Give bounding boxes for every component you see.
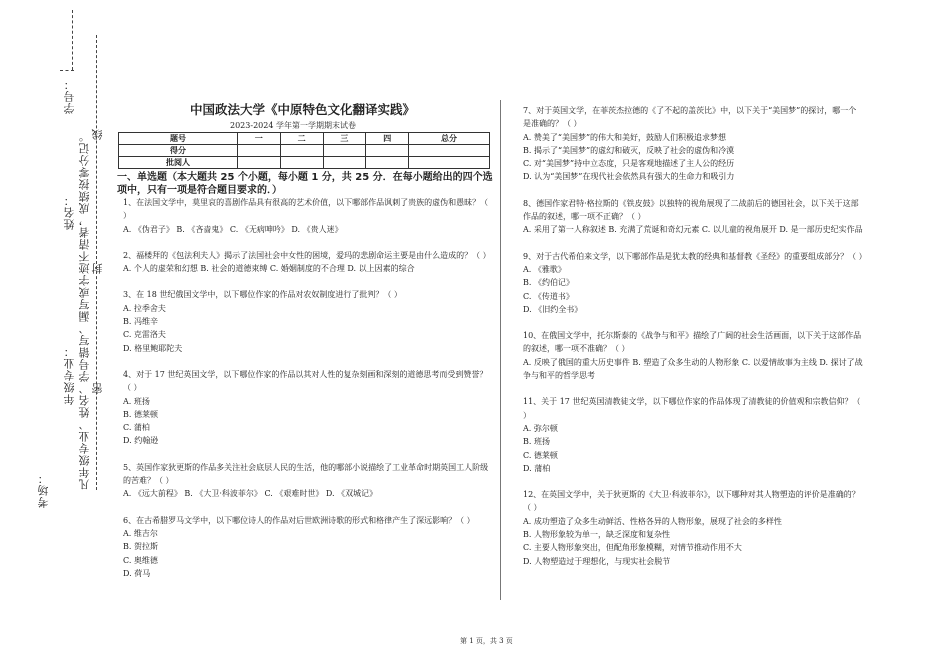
option: C. 德莱顿 bbox=[523, 450, 558, 460]
seal-line-upper bbox=[72, 10, 73, 70]
binding-notice: 凡年级专业、姓名、学号错写、漏写或字迹不清者，成绩按零分记。 bbox=[78, 130, 91, 490]
option: D. 人物塑造过于理想化，与现实社会脱节 bbox=[523, 556, 671, 566]
question-12 bbox=[523, 488, 863, 568]
score-row-label: 得分 bbox=[119, 145, 238, 157]
option: C. 主要人物形象突出，但配角形象模糊，对情节推动作用不大 bbox=[523, 543, 742, 553]
option: B. 德莱顿 bbox=[123, 409, 158, 419]
score-header-cell: 三 bbox=[323, 133, 366, 145]
question-stem: 2、福楼拜的《包法利夫人》揭示了法国社会中女性的困境，爱玛的悲剧命运主要是由什么造成的？（ ） bbox=[123, 250, 491, 260]
option: D. 约翰逊 bbox=[123, 436, 159, 446]
question-stem: 12、在英国文学中，关于狄更斯的《大卫·科波菲尔》，以下哪种对其人物塑造的评价是准确的？（ ） bbox=[523, 490, 860, 513]
score-table-header-row bbox=[119, 133, 490, 145]
option: D. 《旧约全书》 bbox=[523, 304, 583, 314]
question-10 bbox=[523, 329, 863, 382]
right-column bbox=[523, 104, 867, 581]
question-9 bbox=[523, 250, 867, 316]
option: A. 弥尔顿 bbox=[523, 423, 558, 433]
score-header-cell: 四 bbox=[366, 133, 409, 145]
option: B. 班扬 bbox=[523, 437, 550, 447]
column-divider bbox=[500, 100, 501, 600]
question-stem: 4、对于 17 世纪英国文学，以下哪位作家的作品以其对人性的复杂刻画和深刻的道德思考而受到赞誉？（ ） bbox=[123, 369, 488, 393]
question-stem: 5、英国作家狄更斯的作品多关注社会底层人民的生活，他的哪部小说描绘了工业革命时期英国工人阶级的苦难？（ ） bbox=[123, 462, 489, 486]
option: C. 克雷洛夫 bbox=[123, 330, 166, 340]
question-5 bbox=[123, 461, 491, 501]
grader-row bbox=[119, 157, 490, 169]
option: A. 成功塑造了众多生动鲜活、性格各异的人物形象，展现了社会的多样性 bbox=[523, 516, 782, 526]
name-label: 姓名： bbox=[63, 194, 76, 230]
question-options: A. 采用了第一人称叙述 B. 充满了荒诞和奇幻元素 C. 以儿童的视角展开 D. 是一部历史纪实作品 bbox=[523, 225, 863, 235]
left-column bbox=[123, 196, 491, 593]
grader-row-label: 批阅人 bbox=[119, 157, 238, 169]
option: C. 《传道书》 bbox=[523, 291, 574, 301]
option: A. 赞美了“美国梦”的伟大和美好，鼓励人们积极追求梦想 bbox=[523, 132, 727, 142]
question-7 bbox=[523, 104, 863, 184]
question-8 bbox=[523, 197, 863, 237]
grader-cell bbox=[280, 157, 323, 169]
option: D. 蒲柏 bbox=[523, 463, 551, 473]
question-options: A. 《伪君子》 B. 《吝啬鬼》 C. 《无病呻吟》 D. 《贵人迷》 bbox=[123, 224, 343, 234]
grader-cell bbox=[409, 157, 490, 169]
question-stem: 10、在俄国文学中，托尔斯泰的《战争与和平》描绘了广阔的社会生活画面，以下关于这部作品的叙述，哪一项不准确？（ ） bbox=[523, 331, 862, 354]
question-stem: 3、在 18 世纪俄国文学中，以下哪位作家的作品对农奴制度进行了批判？（ ） bbox=[123, 290, 402, 300]
seal-mark-xian: 线 bbox=[91, 128, 104, 140]
question-11 bbox=[523, 395, 863, 475]
cut-line bbox=[96, 35, 97, 490]
option: B. 冯维辛 bbox=[123, 317, 158, 327]
option: B. 揭示了“美国梦”的虚幻和破灭，反映了社会的虚伪和冷漠 bbox=[523, 145, 735, 155]
option: B. 人物形象较为单一，缺乏深度和复杂性 bbox=[523, 530, 670, 540]
question-stem: 9、对于古代希伯来文学，以下哪部作品是犹太教的经典和基督教《圣经》的重要组成部分？（ ） bbox=[523, 251, 867, 261]
grader-cell bbox=[237, 157, 280, 169]
score-table bbox=[118, 132, 490, 169]
grader-cell bbox=[323, 157, 366, 169]
option: C. 奥维德 bbox=[123, 555, 158, 565]
score-cell bbox=[366, 145, 409, 157]
grader-cell bbox=[366, 157, 409, 169]
option: B. 《约伯记》 bbox=[523, 278, 574, 288]
exam-room-label: 考场： bbox=[37, 472, 50, 508]
question-stem: 1、在法国文学中，莫里哀的喜剧作品具有很高的艺术价值，以下哪部作品讽刺了贵族的虚伪和愚昧？（ ） bbox=[123, 198, 489, 221]
option: B. 贺拉斯 bbox=[123, 542, 158, 552]
seal-mark-mi: 密 bbox=[91, 382, 104, 394]
score-cell bbox=[237, 145, 280, 157]
score-cell bbox=[323, 145, 366, 157]
option: D. 荷马 bbox=[123, 568, 151, 578]
option: A. 拉季舍夫 bbox=[123, 303, 166, 313]
option: A. 《雅歌》 bbox=[523, 264, 566, 274]
question-stem: 8、德国作家君特·格拉斯的《铁皮鼓》以独特的视角展现了二战前后的德国社会，以下关于这部作品的叙述，哪一项不正确？（ ） bbox=[523, 198, 859, 222]
score-header-cell: 一 bbox=[237, 133, 280, 145]
score-header-cell: 总分 bbox=[409, 133, 490, 145]
question-stem: 11、关于 17 世纪英国清教徒文学，以下哪位作家的作品体现了清教徒的价值观和宗教信仰？（ ） bbox=[523, 397, 861, 420]
question-stem: 6、在古希腊罗马文学中，以下哪位诗人的作品对后世欧洲诗歌的形式和格律产生了深远影响？（ ） bbox=[123, 515, 475, 525]
question-4 bbox=[123, 368, 491, 448]
question-1 bbox=[123, 196, 491, 236]
seal-mark-feng: 封 bbox=[91, 262, 104, 274]
option: D. 格里鲍耶陀夫 bbox=[123, 343, 183, 353]
page-number: 第 1 页，共 3 页 bbox=[460, 637, 513, 645]
option: C. 对“美国梦”持中立态度，只是客观地描述了主人公的经历 bbox=[523, 159, 735, 169]
question-options: A. 《远大前程》 B. 《大卫·科波菲尔》 C. 《艰难时世》 D. 《双城记》 bbox=[123, 489, 378, 499]
score-header-cell: 题号 bbox=[119, 133, 238, 145]
question-options: A. 个人的虚荣和幻想 B. 社会的道德束缚 C. 婚姻制度的不合理 D. 以上因素的综合 bbox=[123, 264, 415, 274]
option: A. 班扬 bbox=[123, 396, 150, 406]
exam-subtitle: 2023-2024 学年第一学期期末试卷 bbox=[230, 121, 356, 130]
question-3 bbox=[123, 288, 491, 354]
score-cell bbox=[409, 145, 490, 157]
student-id-blank bbox=[60, 70, 74, 71]
option: A. 维吉尔 bbox=[123, 528, 158, 538]
exam-title: 中国政法大学《中原特色文化翻译实践》 bbox=[190, 102, 416, 117]
section-heading: 一、单选题（本大题共 25 个小题，每小题 1 分，共 25 分．在每小题给出的四个选项中，只有一项是符合题目要求的．） bbox=[117, 172, 493, 196]
score-header-cell: 二 bbox=[280, 133, 323, 145]
question-2 bbox=[123, 249, 491, 276]
question-stem: 7、对于英国文学，在菲茨杰拉德的《了不起的盖茨比》中，以下关于“美国梦”的探讨，哪一个是准确的？（ ） bbox=[523, 106, 857, 129]
grade-major-label: 年级专业： bbox=[63, 345, 76, 405]
score-cell bbox=[280, 145, 323, 157]
score-row bbox=[119, 145, 490, 157]
student-id-label: 学号： bbox=[63, 78, 76, 114]
question-6 bbox=[123, 514, 491, 580]
question-options: A. 反映了俄国的重大历史事件 B. 塑造了众多生动的人物形象 C. 以爱情故事为主线 D. 探讨了战争与和平的哲学思考 bbox=[523, 357, 863, 381]
option: D. 认为“美国梦”在现代社会依然具有强大的生命力和吸引力 bbox=[523, 172, 735, 182]
option: C. 蒲柏 bbox=[123, 423, 150, 433]
